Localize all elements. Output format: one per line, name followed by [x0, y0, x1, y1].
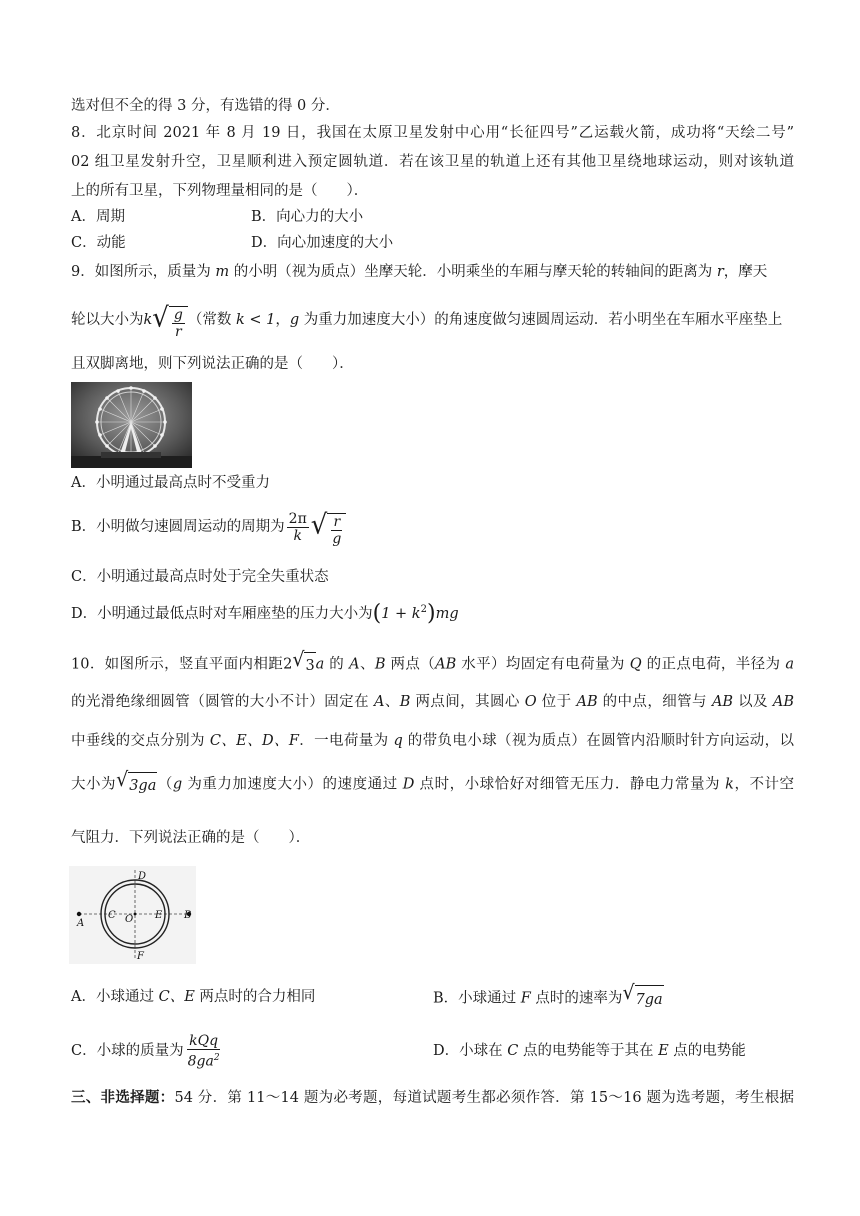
sqrt-7ga: √ 7ga: [622, 983, 663, 1014]
text: 10．如图所示，竖直平面内相距: [71, 656, 284, 673]
text: 且双脚离地，则下列说法正确的是（ ）．: [71, 356, 354, 372]
q10-options-row2: [71, 1031, 794, 1071]
paren-open: (: [372, 600, 382, 626]
text: C．小明通过最高点时处于完全失重状态: [71, 569, 329, 585]
text: 9．如图所示，质量为: [71, 264, 216, 280]
frac-num: g: [173, 306, 183, 323]
q10-options-row1: [71, 983, 794, 1011]
section-3-line: [71, 1088, 794, 1108]
label-F: F: [137, 951, 144, 962]
sqrt-3ga: √ 3ga: [116, 770, 157, 799]
num-2: 2: [283, 656, 293, 673]
q9-stem-line1: [71, 262, 794, 282]
text: 的中点，细管与: [597, 694, 712, 710]
q9-stem-line2: [71, 300, 794, 340]
intro-line: [71, 96, 794, 116]
var-C: C: [507, 1043, 519, 1059]
text: （常数: [187, 312, 236, 328]
text: 的光滑绝缘细圆管（圆管的大小不计）固定在: [71, 694, 374, 710]
var-mg: mg: [435, 605, 459, 622]
text: 中垂线的交点分别为: [71, 733, 210, 749]
var-B: B: [399, 694, 411, 710]
var-g: g: [172, 776, 183, 793]
paren-close: ): [426, 600, 436, 626]
text: ，不计空: [733, 776, 795, 793]
text: 选对但不全的得 3 分，有选错的得 0 分．: [71, 98, 340, 114]
var-F: F: [520, 990, 531, 1007]
var-AB: AB: [576, 694, 598, 710]
text: （: [157, 776, 173, 793]
q8-options-row1: [71, 207, 794, 227]
text: A．小球通过: [71, 989, 159, 1005]
radicand-7ga: 7ga: [635, 985, 664, 1014]
sqrt-g-over-r: √ $\frac{g}{r}$: [152, 301, 188, 340]
text: 的正点电荷，半径为: [641, 656, 786, 673]
frac-den: g: [332, 530, 342, 547]
text: 两点（: [385, 656, 436, 673]
points-CE: C、E: [158, 989, 195, 1005]
q8-option-d: D．向心加速度的大小: [251, 235, 394, 251]
frac-kQq-over-8ga2: [186, 1033, 222, 1070]
label-B: B: [184, 910, 192, 921]
q9-option-a: [71, 473, 794, 493]
points-CEDF: C、E、D、F: [209, 733, 299, 749]
var-E: E: [658, 1043, 669, 1059]
text: 02 组卫星发射升空，卫星顺利进入预定圆轨道．若在该卫星的轨道上还有其他卫星绕地球运动，则对该轨道: [71, 154, 794, 170]
var-O: O: [524, 694, 537, 710]
text: 轮以大小为: [71, 312, 144, 328]
q10-stem-line4: [71, 770, 794, 799]
q8-option-a: A．周期: [71, 209, 125, 225]
q9-option-c: [71, 567, 794, 587]
var-AB: AB: [711, 694, 734, 710]
frac-den: 8ga: [187, 1053, 214, 1070]
text: A．小明通过最高点时不受重力: [71, 475, 270, 491]
k-condition: k < 1: [235, 312, 276, 328]
frac-2pi-over-k: [287, 511, 309, 544]
radicand-3: 3: [304, 652, 315, 679]
var-AB: AB: [772, 694, 795, 710]
text: D．小明通过最低点时对车厢座垫的压力大小为: [71, 605, 373, 622]
var-B: B: [374, 656, 386, 673]
label-E: E: [155, 910, 163, 921]
text: C．小球的质量为: [71, 1043, 184, 1059]
text: 点时的速率为: [530, 990, 623, 1007]
text: 点的电势能: [668, 1043, 746, 1059]
q10-stem-line1: [71, 650, 794, 679]
label-C: C: [108, 910, 116, 921]
q10-stem-line2: [71, 692, 794, 712]
section-3-text: 54 分．第 11～14 题为必考题，每道试题考生都必须作答．第 15～16 题为选考题，考生根据: [174, 1090, 795, 1106]
text: 以及: [733, 694, 773, 710]
var-g: g: [289, 312, 300, 328]
text: D．小球在: [433, 1043, 508, 1059]
var-D: D: [402, 776, 415, 793]
text: 位于: [536, 694, 577, 710]
label-O: O: [125, 914, 134, 925]
var-A: A: [374, 694, 385, 710]
q10-stem-line3: [71, 731, 794, 751]
frac-num: kQq: [189, 1032, 219, 1049]
var-Q: Q: [629, 656, 642, 673]
var-a: a: [785, 656, 795, 673]
frac-den: r: [175, 323, 182, 340]
text: ．一电荷量为: [298, 733, 394, 749]
sqrt-3: √ 3: [292, 650, 315, 679]
text: 、: [384, 694, 400, 710]
q8-stem-line1: [71, 123, 794, 143]
q9-stem-line3: [71, 354, 794, 374]
ring-tube-diagram: [69, 866, 196, 964]
q8-option-c: C．动能: [71, 235, 126, 251]
var-a: a: [315, 656, 325, 673]
var-q: q: [393, 733, 403, 749]
text: 气阻力．下列说法正确的是（ ）．: [71, 830, 311, 846]
text: 点时，小球恰好对细管无压力．静电力常量为: [414, 776, 726, 793]
radicand-3ga: 3ga: [128, 772, 157, 799]
var-m: m: [215, 264, 230, 280]
text: ，: [275, 312, 290, 328]
q10-stem-line5: [71, 828, 794, 848]
q8-options-row2: [71, 233, 794, 253]
text: 两点间，其圆心: [410, 694, 525, 710]
text: 的小明（视为质点）坐摩天轮．小明乘坐的车厢与摩天轮的转轴间的距离为: [229, 264, 717, 280]
q9-option-d: [71, 596, 794, 628]
text: 两点时的合力相同: [194, 989, 316, 1005]
frac-den: k: [293, 527, 302, 544]
text: 水平）均固定有电荷量为: [456, 656, 630, 673]
sqrt-r-over-g: √ $\frac{r}{g}$: [311, 508, 347, 547]
frac-num: r: [333, 513, 341, 530]
var-AB: AB: [435, 656, 457, 673]
var-A: A: [349, 656, 360, 673]
text: 的带负电小球（视为质点）在圆管内沿顺时针方向运动，以: [402, 733, 795, 749]
text: B．小明做匀速圆周运动的周期为: [71, 519, 285, 535]
frac-num: 2π: [288, 510, 307, 527]
q8-option-b: B．向心力的大小: [251, 209, 364, 225]
text: 为重力加速度大小）的速度通过: [182, 776, 403, 793]
q8-stem-line2: [71, 152, 794, 172]
section-3-heading: 三、非选择题：: [71, 1089, 175, 1106]
var-k: k: [725, 776, 734, 793]
text: 为重力加速度大小）的角速度做匀速圆周运动．若小明坐在车厢水平座垫上: [299, 312, 783, 328]
text: 点的电势能等于其在: [518, 1043, 659, 1059]
ferris-wheel-photo: [71, 382, 192, 468]
text: ，摩天: [723, 264, 768, 280]
var-k: k: [143, 312, 153, 328]
q10-option-d: [433, 1031, 746, 1071]
q8-stem-line3: [71, 181, 794, 201]
text: B．小球通过: [433, 990, 521, 1007]
text: 8．北京时间 2021 年 8 月 19 日，我国在太原卫星发射中心用“长征四号”乙运载火箭，成功将“天绘二号”: [71, 125, 794, 141]
q10-option-c: [71, 1032, 224, 1070]
label-A: A: [77, 918, 85, 929]
label-D: D: [138, 871, 147, 882]
one-plus-k: 1 + k: [381, 605, 421, 622]
exp-2: 2: [213, 1052, 220, 1063]
text: 大小为: [71, 776, 117, 793]
var-r: r: [716, 264, 724, 280]
text: 、: [359, 656, 375, 673]
text: 上的所有卫星，下列物理量相同的是（ ）．: [71, 183, 369, 199]
q10-option-a: [71, 989, 315, 1005]
q10-option-b: [433, 983, 664, 1014]
q9-option-b: [71, 507, 794, 547]
exp-2: 2: [420, 604, 427, 615]
text: 的: [324, 656, 350, 673]
